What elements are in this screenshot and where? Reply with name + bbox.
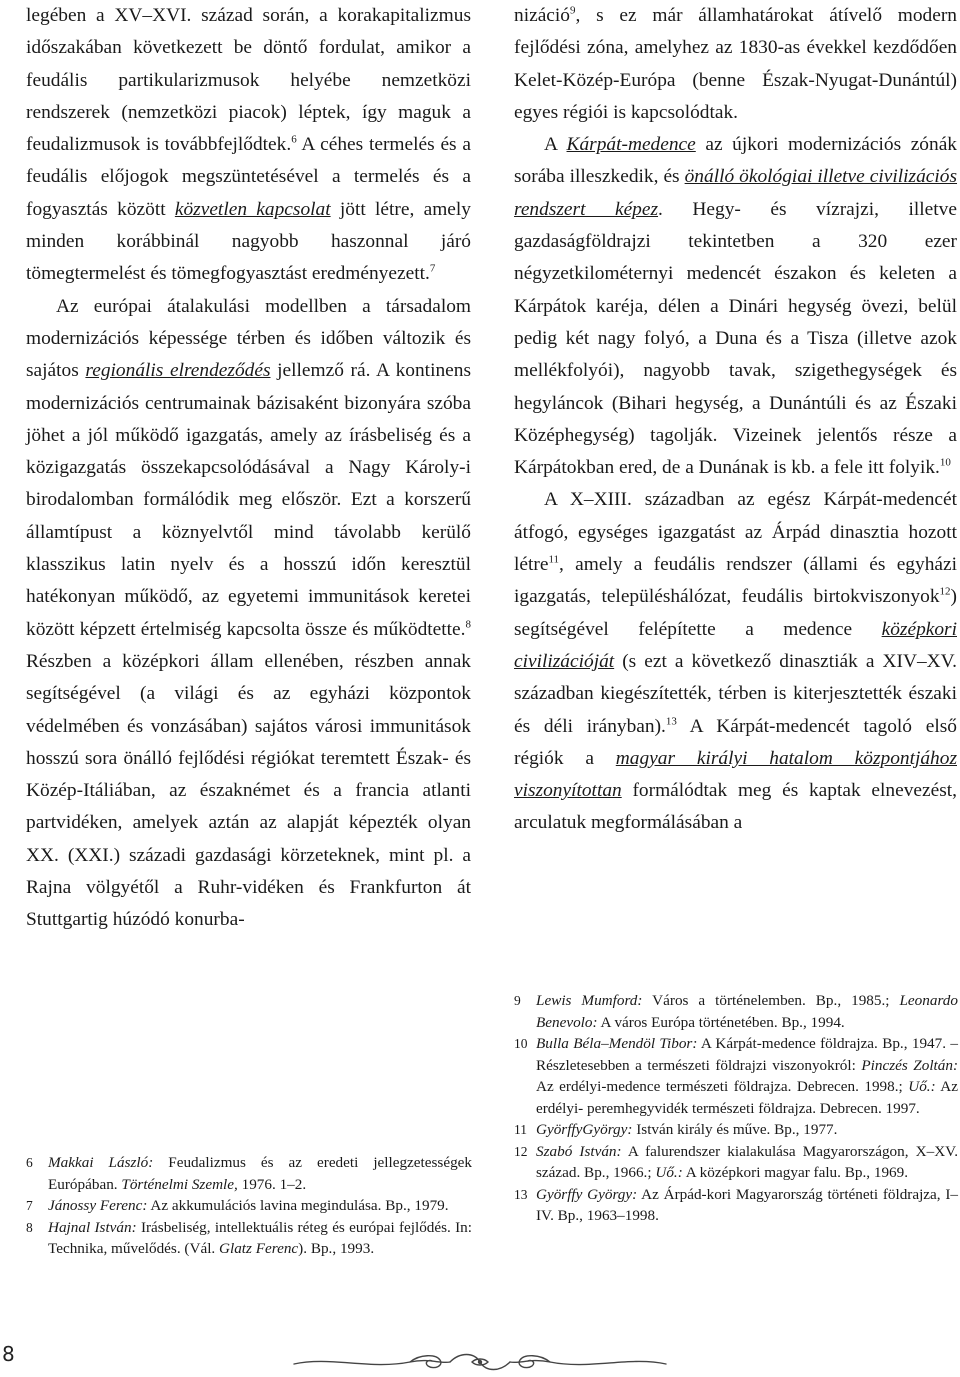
text-run: ) segítségével felépítette a medence [514, 586, 957, 640]
footnote-title: István király és műve. Bp., 1977. [632, 1121, 838, 1138]
footnote-text [536, 1033, 958, 1119]
footnote-number: 11 [514, 1122, 527, 1137]
footnote-author: GyörffyGyörgy: [536, 1121, 633, 1138]
footnote-author: Hajnal István: [48, 1218, 137, 1236]
footnote-9 [514, 990, 958, 1033]
footnote-11 [514, 1119, 958, 1141]
footnote-number: 13 [514, 1186, 528, 1202]
right-column [514, 0, 957, 840]
footnote-text [536, 1184, 958, 1227]
footnote-tail: 1976. 1–2. [237, 1175, 307, 1193]
footnote-ref[interactable]: 11 [548, 553, 560, 566]
footnote-tail: ). Bp., 1993. [298, 1240, 375, 1257]
text-run: az újkori modernizációs zónák sorába illeszkedik, és [514, 134, 958, 188]
footnote-number: 8 [26, 1219, 33, 1235]
footnote-title: Város a történelemben. Bp., 1985.; [642, 992, 900, 1009]
footnote-text [48, 1217, 472, 1260]
right-paragraph-2 [514, 129, 957, 484]
footnote-author: Lewis Mumford: [536, 992, 643, 1009]
footnote-ref[interactable]: 12 [939, 585, 951, 598]
footnote-text [48, 1195, 472, 1217]
footnote-number: 7 [26, 1198, 33, 1213]
text-run: legében a XV–XVI. század során, a korakapitalizmus időszakában következett be döntő fordulat, amikor a feudális partikularizmusok helyébe nemzetközi rendszerek (nemzetközi piacok) léptek, így maguk a feudalizmusok is továbbfejlődtek. [26, 5, 471, 156]
footnote-author: Makkai László: [48, 1154, 154, 1171]
footnote-title: Az Árpád-kori Magyarország történeti földrajza, I–IV. Bp., 1963–1998. [536, 1185, 959, 1224]
text-run: Az európai átalakulási modellben a társadalom modernizációs képessége térben és időben változik és sajátos [26, 295, 471, 382]
left-column [26, 0, 471, 937]
footnote-number: 6 [26, 1155, 33, 1170]
footnote-author: Uő.: [655, 1164, 683, 1181]
footnote-number: 12 [514, 1143, 528, 1159]
footnote-title: Az akkumulációs lavina megindulása. Bp., 1979. [147, 1197, 449, 1214]
decorative-flourish-icon [290, 1350, 670, 1376]
text-run: (s ezt a következő dinasztiák a XIV–XV. században kiegészítették, térben is kiterjesztették északi és déli irányban). [514, 650, 957, 737]
text-run: A céhes termelés és a feudális előjogok megszüntetésével a termelés és a fogyasztás között [26, 134, 471, 220]
text-run: A [544, 134, 567, 156]
text-run: jött létre, amely minden korábbinál nagyobb haszonnal járó tömegtermelést és tömegfogyasztást eredményezett. [26, 198, 471, 285]
footnote-ref[interactable]: 7 [429, 262, 436, 275]
footnote-13 [514, 1184, 958, 1227]
footnote-editor: Glatz Ferenc [219, 1240, 299, 1257]
footnote-author: Bulla Béla–Mendöl Tibor: [536, 1035, 698, 1052]
emphasis-text: magyar királyi hatalom központjához viszonyítottan [514, 747, 957, 802]
footnote-journal: Történelmi Szemle, [121, 1175, 238, 1193]
page-number: 8 [2, 1342, 15, 1366]
footnote-text [536, 990, 958, 1033]
footnote-8 [26, 1217, 472, 1260]
footnote-number: 9 [514, 993, 521, 1008]
footnote-title: A Kárpát-medence földrajza. Bp., 1947. – Részletesebben a természeti földrajzi viszonyokról: [536, 1035, 958, 1074]
footnote-author: Pinczés Zoltán: [861, 1056, 959, 1074]
footnote-text [536, 1141, 958, 1184]
footnote-12 [514, 1141, 958, 1184]
footnote-7 [26, 1195, 472, 1217]
right-paragraph-3 [514, 484, 957, 839]
emphasis-text: önálló ökológiai illetve civilizációs rendszert képez [514, 166, 958, 220]
emphasis-text: középkori civilizációját [514, 618, 957, 672]
footnote-title: Irásbeliség, intellektuális réteg és európai fejlődés. In: Technika, művelődés. (Vál. [48, 1218, 472, 1257]
footnote-title: Az erdélyi-medence természeti földrajza. Debrecen. 1998.; [536, 1078, 909, 1095]
footnote-author: Szabó István: [536, 1142, 622, 1160]
footnote-ref[interactable]: 13 [665, 715, 677, 728]
footnote-title: A középkori magyar falu. Bp., 1969. [682, 1164, 909, 1181]
text-run: , amely a feudális rendszer (állami és egyházi igazgatás, településhálózat, feudális birtokviszonyok [514, 554, 957, 608]
footnote-ref[interactable]: 8 [465, 618, 471, 631]
text-run: formálódtak meg és kaptak elnevezést, arculatuk megformálásában a [514, 780, 957, 834]
text-run: A Kárpát-medencét tagoló első régiók a [514, 715, 957, 769]
left-paragraph-1 [26, 0, 471, 291]
footnote-author: Jánossy Ferenc: [48, 1197, 148, 1214]
text-run: . Hegy- és vízrajzi, illetve gazdaságföldrajzi tekintetben a 320 ezer négyzetkilométernyi medencét északon és keleten a Kárpátok karéja, délen a Dinári hegység övezi, belül pedig két nagy folyó, a Duna és a Tisza (illetve azok mellékfolyói), nagyobb tavak, szigethegységek és hegyláncok (Bihari hegység, a Dunántúli és az Északi Középhegység) tagolják. Vizeinek jelentős része a Kárpátokban ered, de a Dunának is kb. a fele itt folyik. [514, 198, 957, 479]
footnote-6 [26, 1152, 472, 1195]
footnote-author: Györffy György: [536, 1185, 638, 1203]
footnote-text [48, 1152, 472, 1195]
footnote-author: Uő.: [908, 1078, 936, 1095]
footnote-ref[interactable]: 6 [291, 133, 297, 146]
emphasis-text: közvetlen kapcsolat [174, 198, 331, 220]
text-run: nizáció [514, 5, 570, 26]
footnote-10 [514, 1033, 958, 1119]
emphasis-text: regionális elrendeződés [85, 360, 271, 382]
text-run: A X–XIII. században az egész Kárpát-medencét átfogó, egységes igazgatást az Árpád dinasztia hozott létre [514, 489, 957, 576]
text-run: Részben a középkori állam ellenében, részben annak segítségével (a világi és az egyházi központok védelmében és vonzásában) sajátos városi immunitások hosszú sora önálló fejlődési régiókat teremtett Észak- és Közép-Itáliában, az északnémet és a francia atlanti partvidéken, amelyek aztán az alapját képezték olyan XX. (XXI.) századi gazdasági körzeteknek, mint pl. a Rajna völgyétől a Ruhr-vidéken és Frankfurton át Stuttgartig húzódó konurba- [26, 650, 471, 931]
footnote-ref[interactable]: 10 [939, 456, 951, 469]
left-paragraph-2 [26, 291, 471, 937]
text-run: , s ez már államhatárokat átívelő modern fejlődési zóna, amelyhez az 1830-as évekkel kezdődően Kelet-Közép-Európa (benne Észak-Nyugat-Dunántúl) egyes régiói is kapcsolódtak. [514, 5, 957, 123]
footnotes-right [514, 990, 958, 1227]
footnote-title: Feudalizmus és az eredeti jellegzetességek Európában. [48, 1154, 472, 1193]
footnote-title: Az erdélyi- peremhegyvidék természeti földrajza. Debrecen. 1997. [536, 1078, 958, 1117]
footnote-author: Leonardo Benevolo: [536, 992, 958, 1031]
footnote-number: 10 [514, 1036, 528, 1051]
text-run: jellemző rá. A kontinens modernizációs centrumainak bázisaként bizonyára szóba jöhet a jól működő igazgatás, amely az írásbeliség és a közigazgatás összekapcsolódásával a Nagy Károly-i birodalomban formálódik meg először. Ezt a korszerű államtípust a köznyelvtől mind távolabb kerülő klasszikus latin nyelv és a hosszú időn keresztül hatékonyan működő, az egyetemi immunitások keretei között képzett értelmiség kapcsolta össze és működtette. [26, 360, 471, 640]
footnotes-left [26, 1152, 472, 1260]
emphasis-text: Kárpát-medence [566, 134, 696, 156]
footnote-title: A város Európa történetében. Bp., 1994. [597, 1013, 845, 1031]
right-paragraph-1 [514, 0, 957, 129]
footnote-title: A falurendszer kialakulása Magyarországon, X–XV. század. Bp., 1966.; [536, 1142, 958, 1181]
footnote-text [536, 1119, 958, 1141]
footnote-ref[interactable]: 9 [570, 4, 576, 17]
